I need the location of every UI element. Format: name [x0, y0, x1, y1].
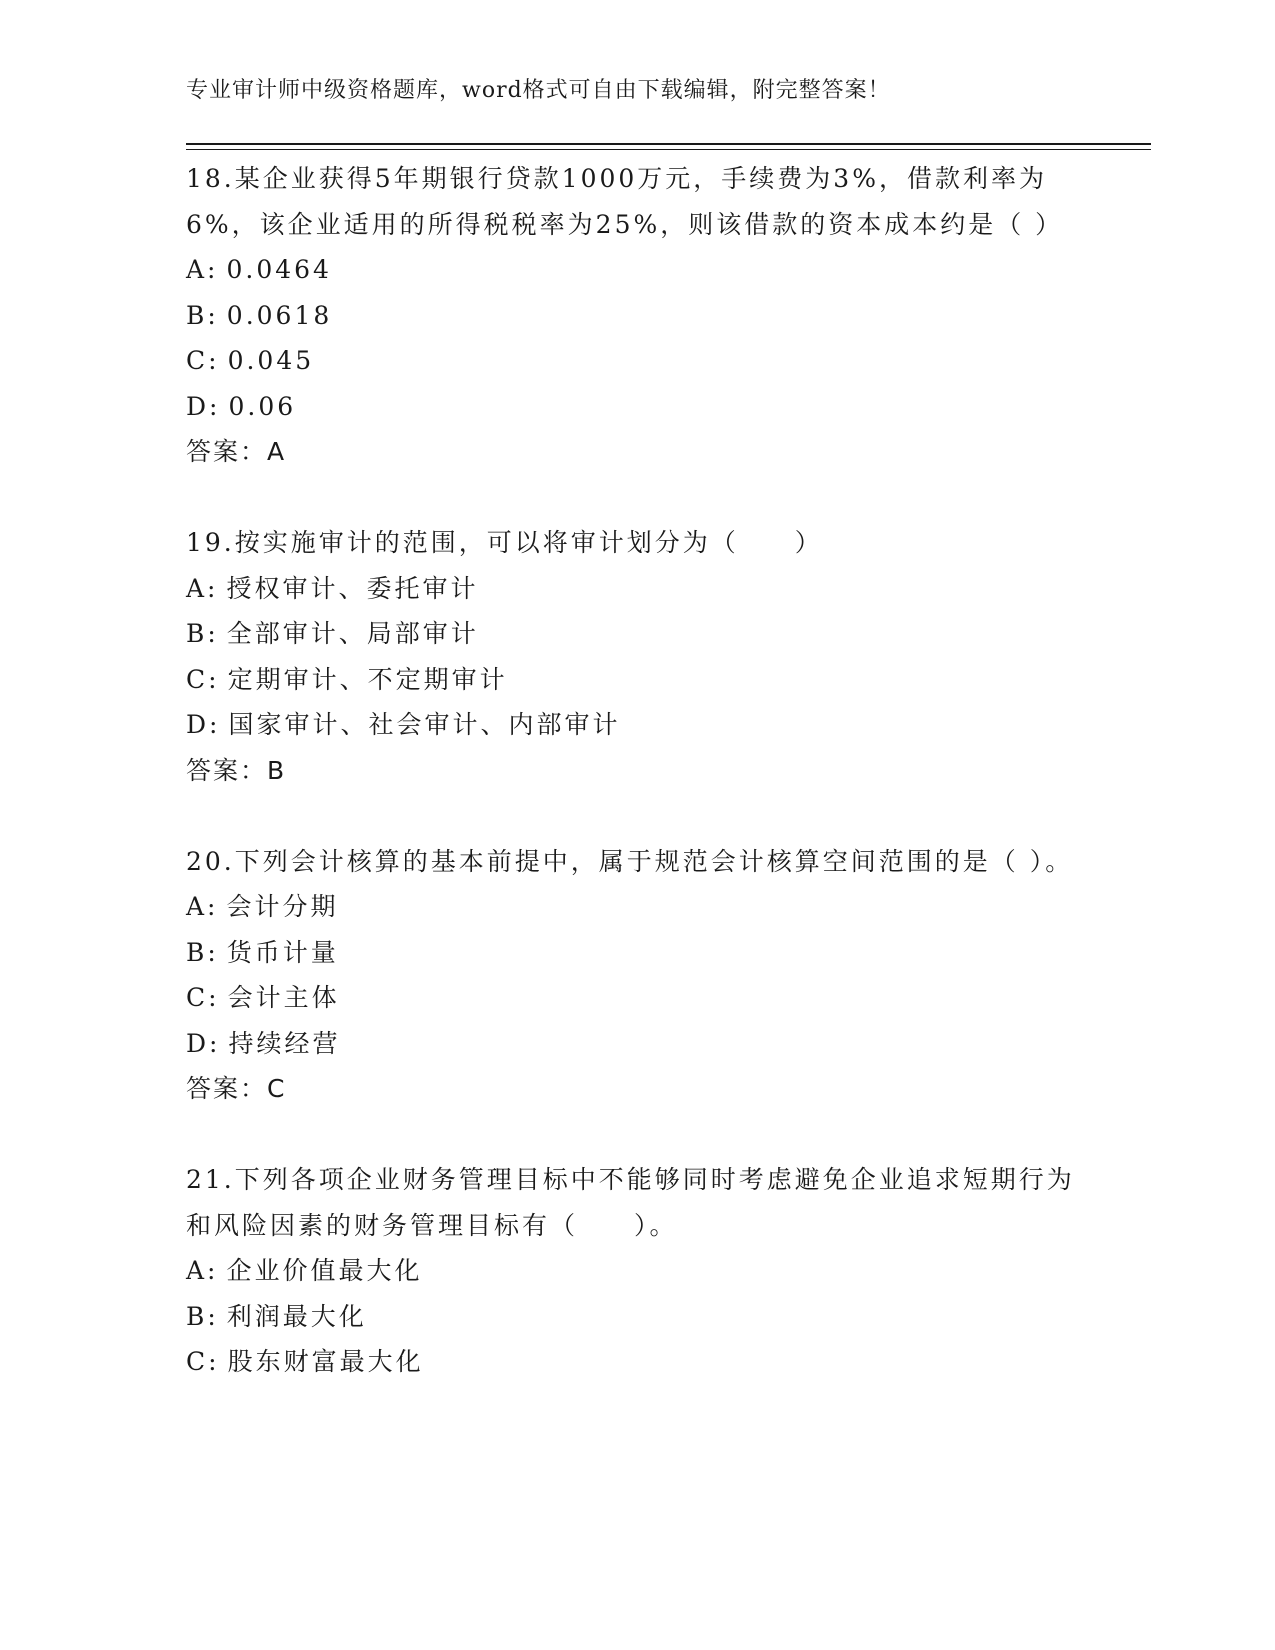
question-21	[186, 1157, 1086, 1385]
option-b	[186, 930, 1086, 976]
option-key: A:	[186, 255, 219, 284]
question-list	[186, 156, 1086, 1385]
option-key: A:	[186, 573, 219, 603]
option-a	[186, 1248, 1086, 1294]
option-text: 利润最大化	[226, 1301, 367, 1331]
question-18	[186, 156, 1086, 475]
option-b	[186, 293, 1086, 339]
option-c	[186, 657, 1086, 703]
option-b	[186, 611, 1086, 657]
option-text: 0.0464	[226, 255, 332, 284]
option-key: C:	[186, 664, 220, 694]
page-header: 专业审计师中级资格题库，word格式可自由下载编辑，附完整答案！	[186, 78, 891, 103]
option-b	[186, 1294, 1086, 1340]
option-a	[186, 247, 1086, 293]
option-key: C:	[186, 1347, 220, 1376]
option-text: 授权审计、委托审计	[226, 573, 479, 603]
option-a	[186, 884, 1086, 930]
option-c	[186, 338, 1086, 384]
option-key: D:	[186, 391, 221, 421]
option-key: B:	[186, 937, 219, 967]
option-text: 0.06	[228, 391, 297, 421]
option-c	[186, 1339, 1086, 1385]
answer-line: 答案：C	[186, 1074, 287, 1103]
option-key: B:	[186, 1301, 219, 1331]
answer-line: 答案：A	[186, 437, 287, 466]
header-divider	[186, 143, 1151, 145]
question-stem: 19.按实施审计的范围，可以将审计划分为（ ）	[186, 528, 823, 557]
option-d	[186, 702, 1086, 748]
option-text: 股东财富最大化	[227, 1347, 424, 1376]
option-text: 全部审计、局部审计	[226, 619, 479, 648]
option-c	[186, 975, 1086, 1021]
question-20	[186, 839, 1086, 1112]
question-stem: 20.下列会计核算的基本前提中，属于规范会计核算空间范围的是（ ）。	[186, 846, 1074, 876]
option-d	[186, 1021, 1086, 1067]
option-key: D:	[186, 1028, 221, 1058]
option-key: B:	[186, 300, 219, 330]
option-key: B:	[186, 619, 219, 648]
option-key: C:	[186, 346, 220, 375]
option-key: D:	[186, 710, 221, 739]
option-text: 会计主体	[227, 983, 340, 1012]
option-key: A:	[186, 892, 219, 921]
answer-line: 答案：B	[186, 755, 287, 785]
header-divider-thin	[186, 149, 1151, 150]
spacer	[186, 475, 1086, 521]
option-key: A:	[186, 1256, 219, 1285]
option-a	[186, 566, 1086, 612]
option-text: 持续经营	[228, 1028, 341, 1058]
option-text: 0.0618	[226, 300, 333, 330]
question-stem: 18.某企业获得5年期银行贷款1000万元，手续费为3%，借款利率为6%，该企业适用的所得税税率为25%，则该借款的资本成本约是（ ）	[186, 164, 1064, 239]
question-stem: 21.下列各项企业财务管理目标中不能够同时考虑避免企业追求短期行为和风险因素的财务管理目标有（ ）。	[186, 1165, 1075, 1240]
option-text: 国家审计、社会审计、内部审计	[228, 710, 621, 739]
spacer	[186, 793, 1086, 839]
option-text: 0.045	[227, 346, 315, 375]
spacer	[186, 1112, 1086, 1158]
option-text: 会计分期	[226, 892, 339, 921]
question-19	[186, 520, 1086, 793]
option-d	[186, 384, 1086, 430]
option-key: C:	[186, 983, 220, 1012]
option-text: 企业价值最大化	[226, 1256, 423, 1285]
option-text: 货币计量	[226, 937, 339, 967]
option-text: 定期审计、不定期审计	[227, 664, 508, 694]
